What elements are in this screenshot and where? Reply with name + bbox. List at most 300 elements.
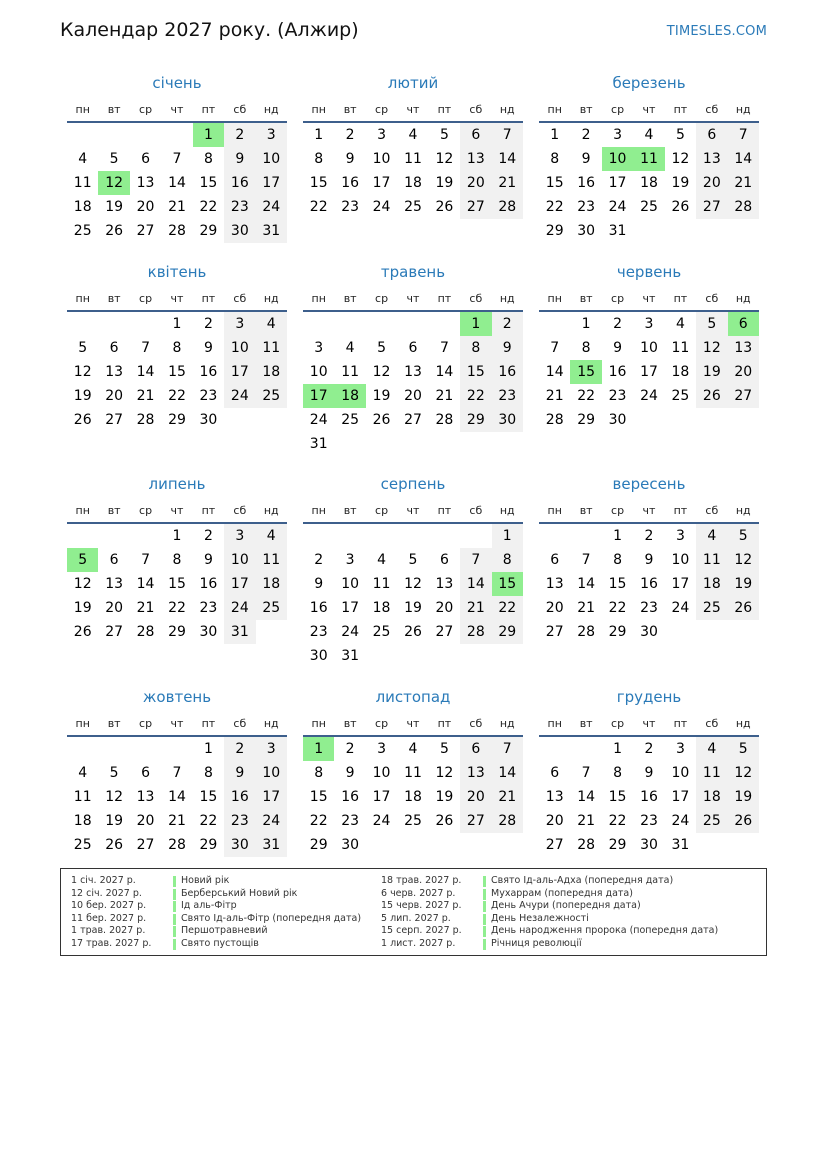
day-cell: 1 <box>581 316 591 332</box>
day-cell: 7 <box>728 123 759 147</box>
empty-cell <box>130 737 161 761</box>
weekday-label: вт <box>107 292 121 305</box>
day-cell: 11 <box>404 765 422 781</box>
day-cell: 30 <box>341 837 360 853</box>
day-cell: 8 <box>460 336 491 360</box>
day-cell: 28 <box>435 412 454 428</box>
day-cell: 19 <box>404 600 422 616</box>
week-row <box>539 195 759 219</box>
day-cell: 27 <box>696 195 727 219</box>
legend-date: 12 січ. 2027 р. <box>71 887 142 899</box>
day-cell: 25 <box>341 412 360 428</box>
day-cell: 13 <box>105 576 124 592</box>
day-cell: 26 <box>435 199 454 215</box>
day-cell: 10 <box>309 364 328 380</box>
weekday-label: пт <box>201 103 216 116</box>
day-cell: 13 <box>728 336 759 360</box>
week-row <box>303 548 523 572</box>
legend-date: 17 трав. 2027 р. <box>71 938 152 949</box>
empty-cell <box>224 408 255 432</box>
day-cell: 12 <box>404 576 422 592</box>
day-cell: 28 <box>136 412 155 428</box>
empty-cell <box>161 737 192 761</box>
day-cell: 15 <box>168 576 186 592</box>
day-cell: 3 <box>256 737 287 761</box>
day-cell: 31 <box>224 620 255 644</box>
day-cell: 5 <box>728 737 759 761</box>
day-cell: 3 <box>224 312 255 336</box>
legend-date: 15 черв. 2027 р. <box>381 900 462 912</box>
day-cell: 30 <box>309 648 328 664</box>
day-cell: 12 <box>435 765 454 781</box>
day-cell: 19 <box>435 175 454 191</box>
weekday-header <box>67 287 287 312</box>
day-cell: 16 <box>199 576 218 592</box>
day-cell: 1 <box>203 741 213 757</box>
day-cell: 25 <box>404 813 422 829</box>
week-row <box>303 596 523 620</box>
day-cell: 13 <box>545 789 564 805</box>
day-cell: 11 <box>73 175 92 191</box>
empty-cell <box>256 408 287 432</box>
holiday-day-cell: 15 <box>570 360 601 384</box>
weekday-label: ср <box>375 292 389 305</box>
month-name: жовтень <box>142 688 212 706</box>
month-calendar <box>303 686 523 857</box>
weekday-label: пн <box>311 103 326 116</box>
day-cell: 27 <box>136 837 155 853</box>
day-cell: 3 <box>613 127 623 143</box>
weekday-label: чт <box>170 292 184 305</box>
day-cell: 6 <box>141 765 151 781</box>
weekday-label: нд <box>735 504 751 517</box>
legend-holiday-name: Новий рік <box>181 875 230 886</box>
week-row <box>67 596 287 620</box>
holiday-day-cell: 15 <box>492 572 523 596</box>
week-row <box>67 737 287 761</box>
empty-cell <box>460 833 491 857</box>
weekday-header <box>303 712 523 737</box>
day-cell: 5 <box>78 340 88 356</box>
day-cell: 24 <box>309 412 328 428</box>
weekday-label: сб <box>469 292 483 305</box>
weekday-label: ср <box>139 292 153 305</box>
week-row <box>539 833 759 857</box>
weekday-label: ср <box>375 717 389 730</box>
day-cell: 10 <box>256 761 287 785</box>
legend-holiday-name: День Ачури (попередня дата) <box>491 900 641 912</box>
week-row <box>539 572 759 596</box>
month-name: червень <box>616 263 682 281</box>
holiday-day-cell: 1 <box>460 312 491 336</box>
empty-cell <box>366 644 397 668</box>
weekday-label: сб <box>469 717 483 730</box>
empty-cell <box>665 219 696 243</box>
day-cell: 11 <box>341 364 360 380</box>
week-row <box>67 384 287 408</box>
legend-holiday-name: Річниця революції <box>491 938 582 949</box>
day-cell: 17 <box>256 785 287 809</box>
day-cell: 25 <box>404 199 422 215</box>
weekday-label: пт <box>673 504 688 517</box>
weekday-label: пн <box>75 717 90 730</box>
empty-cell <box>429 432 460 456</box>
week-row <box>67 336 287 360</box>
week-row <box>539 219 759 243</box>
day-cell: 22 <box>460 384 491 408</box>
day-cell: 26 <box>404 624 422 640</box>
weekday-label: чт <box>642 504 656 517</box>
day-cell: 20 <box>728 360 759 384</box>
legend-marker <box>483 914 486 925</box>
week-row <box>67 620 287 644</box>
day-cell: 14 <box>545 364 564 380</box>
day-cell: 28 <box>577 624 596 640</box>
legend-holiday-name: Першотравневий <box>181 925 268 937</box>
empty-cell <box>665 620 696 644</box>
day-cell: 21 <box>577 600 596 616</box>
legend-date: 15 серп. 2027 р. <box>381 925 462 937</box>
day-cell: 29 <box>199 837 218 853</box>
weekday-label: сб <box>233 103 247 116</box>
empty-cell <box>334 312 365 336</box>
day-cell: 10 <box>671 552 690 568</box>
day-cell: 28 <box>492 195 523 219</box>
day-cell: 12 <box>372 364 391 380</box>
day-cell: 5 <box>728 524 759 548</box>
weekday-label: сб <box>233 717 247 730</box>
weekday-header <box>539 499 759 524</box>
day-cell: 15 <box>199 789 218 805</box>
empty-cell <box>460 524 491 548</box>
day-cell: 18 <box>256 572 287 596</box>
weekday-label: сб <box>469 103 483 116</box>
day-cell: 22 <box>168 600 186 616</box>
day-cell: 9 <box>345 151 355 167</box>
day-cell: 14 <box>136 364 155 380</box>
day-cell: 17 <box>640 364 658 380</box>
day-cell: 7 <box>439 340 449 356</box>
legend-marker <box>173 876 176 887</box>
legend-holiday-name: Ід аль-Фітр <box>181 900 237 912</box>
weekday-label: чт <box>642 717 656 730</box>
month-name: березень <box>612 74 686 92</box>
month-name: вересень <box>612 475 686 493</box>
day-cell: 2 <box>224 737 255 761</box>
day-cell: 8 <box>203 151 213 167</box>
weekday-header <box>67 499 287 524</box>
weekday-label: сб <box>233 504 247 517</box>
weekday-label: вт <box>343 103 357 116</box>
weekday-header <box>67 712 287 737</box>
day-cell: 19 <box>728 785 759 809</box>
weekday-header <box>67 98 287 123</box>
day-cell: 27 <box>105 412 124 428</box>
day-cell: 4 <box>696 524 727 548</box>
week-row <box>303 809 523 833</box>
day-cell: 12 <box>728 761 759 785</box>
empty-cell <box>98 312 129 336</box>
empty-cell <box>161 123 192 147</box>
day-cell: 24 <box>671 813 690 829</box>
day-cell: 23 <box>224 195 255 219</box>
weekday-label: чт <box>642 103 656 116</box>
day-cell: 14 <box>136 576 155 592</box>
day-cell: 5 <box>109 151 119 167</box>
day-cell: 4 <box>377 552 387 568</box>
weekday-label: пн <box>311 717 326 730</box>
day-cell: 22 <box>608 813 627 829</box>
day-cell: 30 <box>640 624 658 640</box>
day-cell: 6 <box>696 123 727 147</box>
day-cell: 28 <box>136 624 155 640</box>
weekday-label: сб <box>705 504 719 517</box>
week-row <box>539 147 759 171</box>
empty-cell <box>728 620 759 644</box>
weekday-label: нд <box>499 292 515 305</box>
day-cell: 20 <box>460 785 491 809</box>
day-cell: 4 <box>345 340 355 356</box>
week-row <box>303 195 523 219</box>
day-cell: 19 <box>73 600 92 616</box>
week-row <box>539 336 759 360</box>
day-cell: 29 <box>460 408 491 432</box>
day-cell: 22 <box>199 199 218 215</box>
month-name: квітень <box>147 263 207 281</box>
legend-marker <box>173 939 176 950</box>
day-cell: 27 <box>136 223 155 239</box>
day-cell: 22 <box>309 199 328 215</box>
day-cell: 13 <box>136 175 155 191</box>
day-cell: 18 <box>73 199 92 215</box>
day-cell: 27 <box>105 624 124 640</box>
day-cell: 20 <box>105 388 124 404</box>
legend-marker <box>483 926 486 937</box>
week-row <box>303 384 523 408</box>
weekday-label: чт <box>170 103 184 116</box>
day-cell: 20 <box>404 388 422 404</box>
day-cell: 21 <box>168 813 186 829</box>
day-cell: 31 <box>309 436 328 452</box>
week-row <box>539 761 759 785</box>
weekday-label: чт <box>406 504 420 517</box>
day-cell: 18 <box>640 175 658 191</box>
weekday-label: вт <box>579 103 593 116</box>
day-cell: 17 <box>372 789 391 805</box>
day-cell: 23 <box>341 199 360 215</box>
month-calendar <box>67 686 287 857</box>
day-cell: 11 <box>256 336 287 360</box>
day-cell: 1 <box>314 127 324 143</box>
empty-cell <box>492 644 523 668</box>
day-cell: 8 <box>613 552 623 568</box>
day-cell: 2 <box>345 741 355 757</box>
week-row <box>303 171 523 195</box>
day-cell: 27 <box>728 384 759 408</box>
week-row <box>303 360 523 384</box>
empty-cell <box>67 312 98 336</box>
month-name: травень <box>380 263 446 281</box>
week-row <box>539 171 759 195</box>
legend-marker <box>483 939 486 950</box>
empty-cell <box>397 524 428 548</box>
weekday-label: ср <box>139 103 153 116</box>
day-cell: 29 <box>168 412 186 428</box>
weekday-label: сб <box>705 717 719 730</box>
weekday-label: пн <box>547 103 562 116</box>
day-cell: 1 <box>492 524 523 548</box>
empty-cell <box>98 123 129 147</box>
week-row <box>539 408 759 432</box>
week-row <box>303 312 523 336</box>
day-cell: 23 <box>199 388 218 404</box>
week-row <box>539 620 759 644</box>
holiday-day-cell: 6 <box>728 312 759 336</box>
day-cell: 29 <box>608 624 627 640</box>
weekday-label: пн <box>75 504 90 517</box>
day-cell: 12 <box>435 151 454 167</box>
day-cell: 22 <box>168 388 186 404</box>
day-cell: 20 <box>696 171 727 195</box>
week-row <box>67 761 287 785</box>
day-cell: 1 <box>613 528 623 544</box>
day-cell: 3 <box>675 741 685 757</box>
empty-cell <box>539 737 570 761</box>
empty-cell <box>665 408 696 432</box>
day-cell: 24 <box>372 813 391 829</box>
day-cell: 26 <box>696 384 727 408</box>
weekday-label: пт <box>673 717 688 730</box>
week-row <box>67 809 287 833</box>
day-cell: 22 <box>545 199 564 215</box>
holiday-day-cell: 10 <box>602 147 633 171</box>
day-cell: 19 <box>671 175 690 191</box>
weekday-label: пт <box>201 292 216 305</box>
day-cell: 11 <box>696 548 727 572</box>
day-cell: 11 <box>404 151 422 167</box>
day-cell: 24 <box>671 600 690 616</box>
weekday-label: ср <box>139 717 153 730</box>
day-cell: 23 <box>224 809 255 833</box>
day-cell: 18 <box>73 813 92 829</box>
month-name: серпень <box>380 475 446 493</box>
day-cell: 9 <box>314 576 324 592</box>
day-cell: 4 <box>256 312 287 336</box>
day-cell: 4 <box>78 151 88 167</box>
weekday-label: пн <box>547 504 562 517</box>
week-row <box>539 312 759 336</box>
week-row <box>303 761 523 785</box>
day-cell: 20 <box>136 813 155 829</box>
day-cell: 28 <box>492 809 523 833</box>
day-cell: 16 <box>640 576 658 592</box>
weekday-label: вт <box>107 504 121 517</box>
day-cell: 8 <box>314 151 324 167</box>
weekday-label: нд <box>263 717 279 730</box>
day-cell: 8 <box>492 548 523 572</box>
month-name: грудень <box>616 688 682 706</box>
day-cell: 6 <box>460 737 491 761</box>
day-cell: 2 <box>345 127 355 143</box>
legend-marker <box>173 926 176 937</box>
month-calendar <box>539 72 759 243</box>
day-cell: 23 <box>640 813 658 829</box>
day-cell: 31 <box>608 223 627 239</box>
day-cell: 13 <box>460 761 491 785</box>
legend-holiday-name: Свято Ід-аль-Адха (попередня дата) <box>491 875 674 886</box>
day-cell: 23 <box>577 199 596 215</box>
day-cell: 10 <box>256 147 287 171</box>
weekday-label: чт <box>406 717 420 730</box>
empty-cell <box>397 644 428 668</box>
day-cell: 29 <box>608 837 627 853</box>
day-cell: 24 <box>256 195 287 219</box>
day-cell: 13 <box>460 147 491 171</box>
holiday-day-cell: 5 <box>67 548 98 572</box>
day-cell: 5 <box>675 127 685 143</box>
day-cell: 7 <box>460 548 491 572</box>
day-cell: 15 <box>309 175 328 191</box>
day-cell: 30 <box>492 408 523 432</box>
day-cell: 27 <box>404 412 422 428</box>
weekday-label: пт <box>201 504 216 517</box>
day-cell: 22 <box>309 813 328 829</box>
day-cell: 7 <box>141 340 151 356</box>
day-cell: 6 <box>439 552 449 568</box>
day-cell: 11 <box>696 761 727 785</box>
day-cell: 16 <box>608 364 627 380</box>
week-row <box>303 524 523 548</box>
month-calendar <box>67 473 287 644</box>
week-row <box>539 524 759 548</box>
week-row <box>67 195 287 219</box>
day-cell: 4 <box>256 524 287 548</box>
week-row <box>303 572 523 596</box>
day-cell: 22 <box>608 600 627 616</box>
weekday-label: пн <box>547 292 562 305</box>
day-cell: 8 <box>314 765 324 781</box>
day-cell: 14 <box>168 175 186 191</box>
day-cell: 7 <box>581 765 591 781</box>
empty-cell <box>256 620 287 644</box>
day-cell: 18 <box>256 360 287 384</box>
day-cell: 22 <box>577 388 596 404</box>
site-link[interactable]: TIMESLES.COM <box>666 24 767 39</box>
weekday-label: ср <box>611 103 625 116</box>
day-cell: 24 <box>224 384 255 408</box>
weekday-label: нд <box>735 717 751 730</box>
day-cell: 29 <box>309 837 328 853</box>
day-cell: 19 <box>73 388 92 404</box>
day-cell: 9 <box>492 336 523 360</box>
holiday-day-cell: 18 <box>334 384 365 408</box>
day-cell: 21 <box>168 199 186 215</box>
day-cell: 8 <box>581 340 591 356</box>
day-cell: 3 <box>377 741 387 757</box>
empty-cell <box>429 524 460 548</box>
day-cell: 23 <box>608 388 627 404</box>
day-cell: 28 <box>577 837 596 853</box>
empty-cell <box>67 737 98 761</box>
weekday-label: чт <box>170 504 184 517</box>
empty-cell <box>728 219 759 243</box>
empty-cell <box>429 833 460 857</box>
day-cell: 9 <box>224 147 255 171</box>
day-cell: 18 <box>696 572 727 596</box>
day-cell: 2 <box>613 316 623 332</box>
day-cell: 29 <box>492 620 523 644</box>
legend-marker <box>483 901 486 912</box>
